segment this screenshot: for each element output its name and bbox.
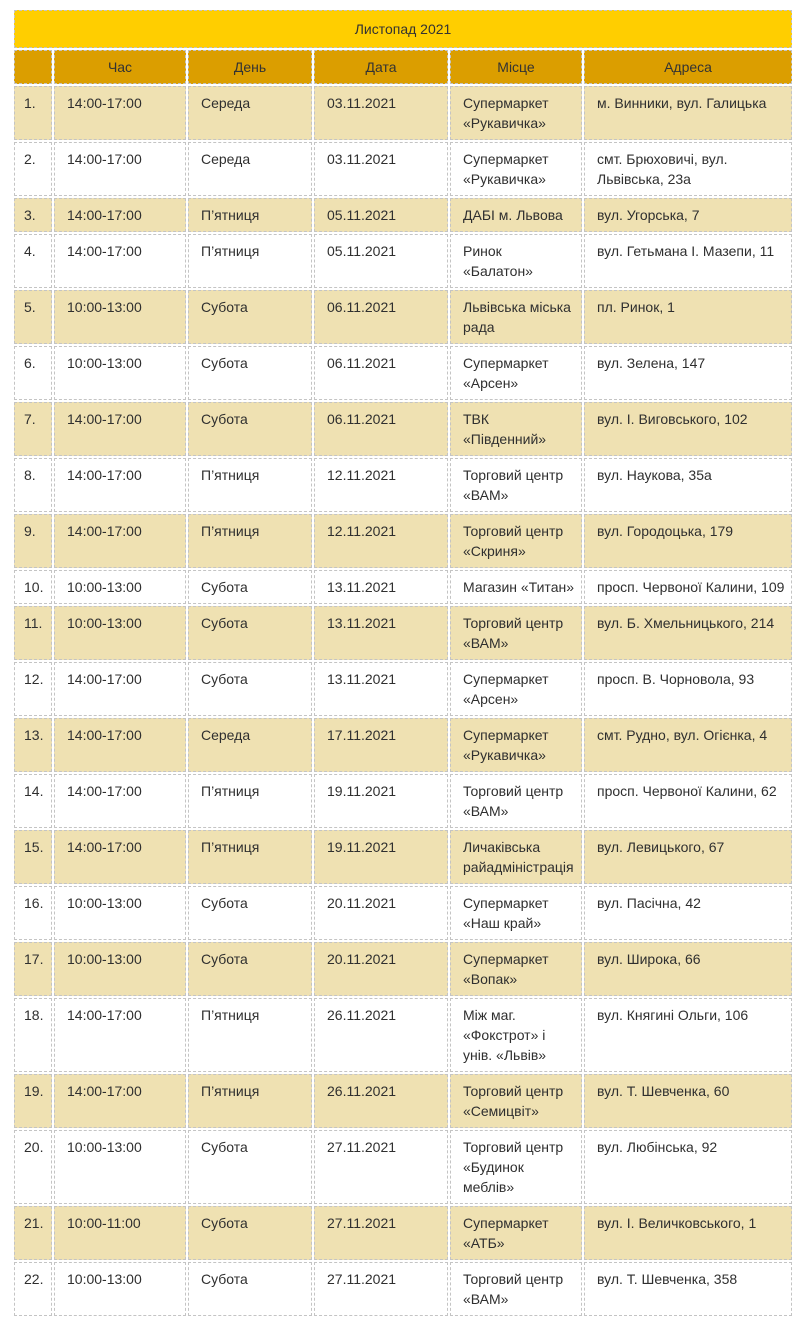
schedule-page: [12, 8, 800, 1318]
table-row: [14, 662, 792, 716]
cell-day: Середа: [188, 718, 312, 772]
table-row: [14, 1074, 792, 1128]
table-row: [14, 234, 792, 288]
cell-number: 21.: [14, 1206, 52, 1260]
cell-day: Субота: [188, 1206, 312, 1260]
cell-number: 2.: [14, 142, 52, 196]
table-row: [14, 346, 792, 400]
cell-number: 7.: [14, 402, 52, 456]
cell-time: 14:00-17:00: [54, 830, 186, 884]
table-row: [14, 570, 792, 604]
cell-time: 14:00-17:00: [54, 234, 186, 288]
cell-date: 27.11.2021: [314, 1262, 448, 1316]
cell-date: 06.11.2021: [314, 402, 448, 456]
cell-time: 10:00-13:00: [54, 886, 186, 940]
cell-address: вул. Городоцька, 179: [584, 514, 792, 568]
cell-address: вул. І. Виговського, 102: [584, 402, 792, 456]
cell-day: Субота: [188, 402, 312, 456]
table-row: [14, 886, 792, 940]
cell-date: 20.11.2021: [314, 942, 448, 996]
cell-place: Ринок «Балатон»: [450, 234, 582, 288]
cell-day: Субота: [188, 1262, 312, 1316]
table-row: [14, 1130, 792, 1204]
cell-address: вул. Т. Шевченка, 60: [584, 1074, 792, 1128]
cell-day: П’ятниця: [188, 1074, 312, 1128]
table-row: [14, 198, 792, 232]
cell-day: Середа: [188, 86, 312, 140]
cell-time: 14:00-17:00: [54, 998, 186, 1072]
cell-address: вул. Б. Хмельницького, 214: [584, 606, 792, 660]
cell-time: 10:00-13:00: [54, 1130, 186, 1204]
cell-date: 13.11.2021: [314, 606, 448, 660]
cell-place: Між маг. «Фокстрот» і унів. «Львів»: [450, 998, 582, 1072]
cell-place: Торговий центр «ВАМ»: [450, 458, 582, 512]
cell-address: вул. Левицького, 67: [584, 830, 792, 884]
cell-day: П’ятниця: [188, 458, 312, 512]
cell-day: П’ятниця: [188, 998, 312, 1072]
cell-day: Субота: [188, 1130, 312, 1204]
cell-time: 14:00-17:00: [54, 1074, 186, 1128]
cell-time: 14:00-17:00: [54, 142, 186, 196]
cell-date: 05.11.2021: [314, 198, 448, 232]
cell-place: Магазин «Титан»: [450, 570, 582, 604]
cell-number: 11.: [14, 606, 52, 660]
cell-date: 19.11.2021: [314, 830, 448, 884]
cell-place: ДАБІ м. Львова: [450, 198, 582, 232]
cell-time: 14:00-17:00: [54, 718, 186, 772]
table-row: [14, 942, 792, 996]
table-row: [14, 1262, 792, 1316]
cell-number: 20.: [14, 1130, 52, 1204]
cell-day: П’ятниця: [188, 234, 312, 288]
table-row: [14, 606, 792, 660]
column-header-time: Час: [54, 50, 186, 84]
table-row: [14, 774, 792, 828]
table-body: [14, 86, 792, 1316]
cell-number: 16.: [14, 886, 52, 940]
table-row: [14, 86, 792, 140]
cell-address: смт. Рудно, вул. Огієнка, 4: [584, 718, 792, 772]
cell-time: 10:00-13:00: [54, 570, 186, 604]
cell-number: 18.: [14, 998, 52, 1072]
cell-day: П’ятниця: [188, 830, 312, 884]
cell-time: 14:00-17:00: [54, 402, 186, 456]
cell-date: 20.11.2021: [314, 886, 448, 940]
cell-address: вул. І. Величковського, 1: [584, 1206, 792, 1260]
table-row: [14, 830, 792, 884]
cell-day: Середа: [188, 142, 312, 196]
cell-address: просп. В. Чорновола, 93: [584, 662, 792, 716]
table-row: [14, 458, 792, 512]
cell-date: 12.11.2021: [314, 514, 448, 568]
cell-number: 9.: [14, 514, 52, 568]
cell-number: 5.: [14, 290, 52, 344]
cell-place: Личаківська райадміністрація: [450, 830, 582, 884]
cell-number: 12.: [14, 662, 52, 716]
cell-address: вул. Княгині Ольги, 106: [584, 998, 792, 1072]
cell-date: 13.11.2021: [314, 570, 448, 604]
cell-address: вул. Пасічна, 42: [584, 886, 792, 940]
cell-date: 03.11.2021: [314, 142, 448, 196]
cell-number: 4.: [14, 234, 52, 288]
cell-place: Супермаркет «Арсен»: [450, 662, 582, 716]
cell-day: Субота: [188, 886, 312, 940]
cell-time: 10:00-13:00: [54, 1262, 186, 1316]
cell-time: 10:00-13:00: [54, 290, 186, 344]
cell-time: 10:00-11:00: [54, 1206, 186, 1260]
cell-time: 14:00-17:00: [54, 662, 186, 716]
table-row: [14, 1206, 792, 1260]
cell-place: Супермаркет «Вопак»: [450, 942, 582, 996]
cell-number: 15.: [14, 830, 52, 884]
cell-place: Торговий центр «Семицвіт»: [450, 1074, 582, 1128]
cell-place: Супермаркет «Наш край»: [450, 886, 582, 940]
column-header-day: День: [188, 50, 312, 84]
cell-number: 8.: [14, 458, 52, 512]
cell-number: 3.: [14, 198, 52, 232]
cell-address: м. Винники, вул. Галицька: [584, 86, 792, 140]
cell-time: 10:00-13:00: [54, 606, 186, 660]
cell-address: вул. Зелена, 147: [584, 346, 792, 400]
cell-address: вул. Угорська, 7: [584, 198, 792, 232]
cell-day: Субота: [188, 290, 312, 344]
cell-date: 27.11.2021: [314, 1206, 448, 1260]
cell-date: 19.11.2021: [314, 774, 448, 828]
cell-date: 06.11.2021: [314, 290, 448, 344]
column-header-date: Дата: [314, 50, 448, 84]
cell-time: 14:00-17:00: [54, 86, 186, 140]
cell-number: 19.: [14, 1074, 52, 1128]
title-row: [14, 10, 792, 48]
schedule-table: [12, 8, 794, 1318]
column-header-index: [14, 50, 52, 84]
column-header-place: Місце: [450, 50, 582, 84]
cell-number: 22.: [14, 1262, 52, 1316]
cell-address: вул. Любінська, 92: [584, 1130, 792, 1204]
cell-time: 14:00-17:00: [54, 514, 186, 568]
cell-place: Торговий центр «Скриня»: [450, 514, 582, 568]
cell-place: Торговий центр «ВАМ»: [450, 1262, 582, 1316]
cell-time: 14:00-17:00: [54, 198, 186, 232]
cell-day: Субота: [188, 570, 312, 604]
cell-date: 17.11.2021: [314, 718, 448, 772]
cell-number: 6.: [14, 346, 52, 400]
cell-place: Торговий центр «Будинок меблів»: [450, 1130, 582, 1204]
cell-date: 03.11.2021: [314, 86, 448, 140]
cell-date: 13.11.2021: [314, 662, 448, 716]
cell-date: 26.11.2021: [314, 1074, 448, 1128]
cell-day: П’ятниця: [188, 514, 312, 568]
cell-time: 10:00-13:00: [54, 346, 186, 400]
table-row: [14, 514, 792, 568]
cell-day: П’ятниця: [188, 198, 312, 232]
cell-place: Супермаркет «Рукавичка»: [450, 86, 582, 140]
cell-address: просп. Червоної Калини, 62: [584, 774, 792, 828]
cell-place: Супермаркет «Рукавичка»: [450, 142, 582, 196]
table-title: Листопад 2021: [14, 10, 792, 48]
cell-day: Субота: [188, 346, 312, 400]
cell-date: 06.11.2021: [314, 346, 448, 400]
cell-address: вул. Т. Шевченка, 358: [584, 1262, 792, 1316]
table-row: [14, 142, 792, 196]
cell-day: Субота: [188, 942, 312, 996]
cell-day: Субота: [188, 662, 312, 716]
cell-place: Супермаркет «Рукавичка»: [450, 718, 582, 772]
table-row: [14, 402, 792, 456]
cell-address: вул. Гетьмана І. Мазепи, 11: [584, 234, 792, 288]
cell-number: 14.: [14, 774, 52, 828]
cell-day: П’ятниця: [188, 774, 312, 828]
cell-date: 05.11.2021: [314, 234, 448, 288]
table-row: [14, 998, 792, 1072]
cell-address: смт. Брюховичі, вул. Львівська, 23а: [584, 142, 792, 196]
cell-address: просп. Червоної Калини, 109: [584, 570, 792, 604]
cell-address: вул. Наукова, 35а: [584, 458, 792, 512]
column-header-row: [14, 50, 792, 84]
cell-place: Супермаркет «АТБ»: [450, 1206, 582, 1260]
cell-date: 26.11.2021: [314, 998, 448, 1072]
cell-time: 10:00-13:00: [54, 942, 186, 996]
column-header-address: Адреса: [584, 50, 792, 84]
cell-day: Субота: [188, 606, 312, 660]
cell-place: Торговий центр «ВАМ»: [450, 774, 582, 828]
cell-address: вул. Широка, 66: [584, 942, 792, 996]
cell-time: 14:00-17:00: [54, 458, 186, 512]
cell-number: 17.: [14, 942, 52, 996]
cell-number: 13.: [14, 718, 52, 772]
cell-address: пл. Ринок, 1: [584, 290, 792, 344]
table-row: [14, 718, 792, 772]
cell-place: Супермаркет «Арсен»: [450, 346, 582, 400]
table-row: [14, 290, 792, 344]
cell-number: 10.: [14, 570, 52, 604]
cell-time: 14:00-17:00: [54, 774, 186, 828]
cell-place: Львівська міська рада: [450, 290, 582, 344]
cell-number: 1.: [14, 86, 52, 140]
cell-date: 12.11.2021: [314, 458, 448, 512]
cell-place: ТВК «Південний»: [450, 402, 582, 456]
cell-date: 27.11.2021: [314, 1130, 448, 1204]
cell-place: Торговий центр «ВАМ»: [450, 606, 582, 660]
